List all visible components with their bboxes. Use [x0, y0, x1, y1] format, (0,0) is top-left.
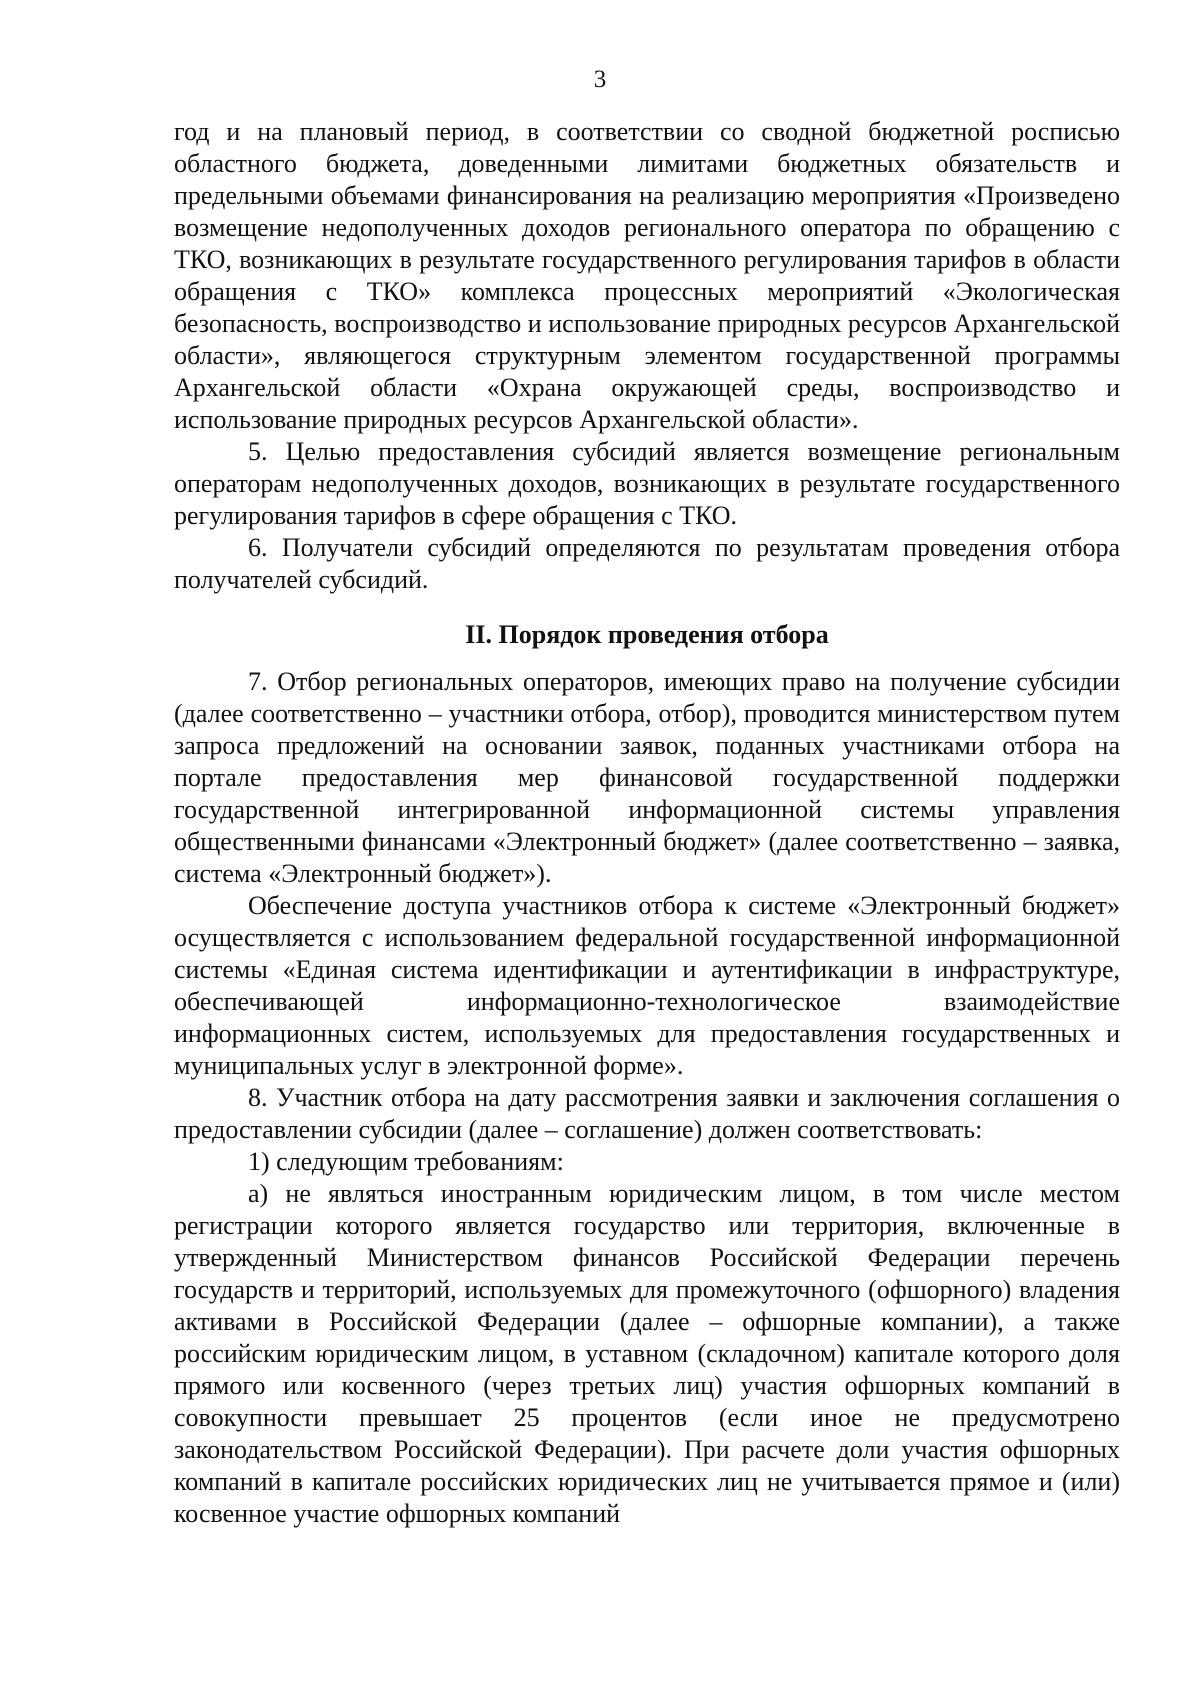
document-body	[174, 116, 1120, 1530]
paragraph-item-5: 5. Целью предоставления субсидий является возмещение региональным операторам недополученных доходов, возникающих в результате государственного регулирования тарифов в сфере обращения с ТКО.	[174, 437, 1120, 530]
section-heading: II. Порядок проведения отбора	[465, 620, 829, 649]
paragraph-subitem-1: 1) следующим требованиям:	[248, 1147, 564, 1176]
paragraph-continuation: год и на плановый период, в соответствии со сводной бюджетной росписью областного бюджета, доведенными лимитами бюджетных обязательств и предельными объемами финансирования на реализацию мероприятия «Произведено возмещение недополученных доходов регионального оператора по обращению с ТКО, возникающих в результате государственного регулирования тарифов в области обращения с ТКО» комплекса процессных мероприятий «Экологическая безопасность, воспроизводство и использование природных ресурсов Архангельской области», являющегося структурным элементом государственной программы Архангельской области «Охрана окружающей среды, воспроизводство и использование природных ресурсов Архангельской области».	[174, 117, 1120, 434]
paragraph-access: Обеспечение доступа участников отбора к системе «Электронный бюджет» осуществляется с использованием федеральной государственной информационной системы «Единая система идентификации и аутентификации в инфраструктуре, обеспечивающей информационно-технологическое взаимодействие информационных систем, используемых для предоставления государственных и муниципальных услуг в электронной форме».	[174, 891, 1120, 1080]
paragraph-item-8: 8. Участник отбора на дату рассмотрения заявки и заключения соглашения о предоставлении субсидии (далее – соглашение) должен соответствовать:	[174, 1083, 1120, 1144]
paragraph-item-7: 7. Отбор региональных операторов, имеющих право на получение субсидии (далее соответственно – участники отбора, отбор), проводится министерством путем запроса предложений на основании заявок, поданных участниками отбора на портале предоставления мер финансовой государственной поддержки государственной интегрированной информационной системы управления общественными финансами «Электронный бюджет» (далее соответственно – заявка, система «Электронный бюджет»).	[174, 667, 1120, 888]
paragraph-item-6: 6. Получатели субсидий определяются по результатам проведения отбора получателей субсидий.	[174, 533, 1120, 594]
paragraph-subitem-a: а) не являться иностранным юридическим лицом, в том числе местом регистрации которого является государство или территория, включенные в утвержденный Министерством финансов Российской Федерации перечень государств и территорий, используемых для промежуточного (офшорного) владения активами в Российской Федерации (далее – офшорные компании), а также российским юридическим лицом, в уставном (складочном) капитале которого доля прямого или косвенного (через третьих лиц) участия офшорных компаний в совокупности превышает 25 процентов (если иное не предусмотрено законодательством Российской Федерации). При расчете доли участия офшорных компаний в капитале российских юридических лиц не учитывается прямое и (или) косвенное участие офшорных компаний	[174, 1179, 1120, 1528]
page-number: 3	[593, 66, 607, 93]
